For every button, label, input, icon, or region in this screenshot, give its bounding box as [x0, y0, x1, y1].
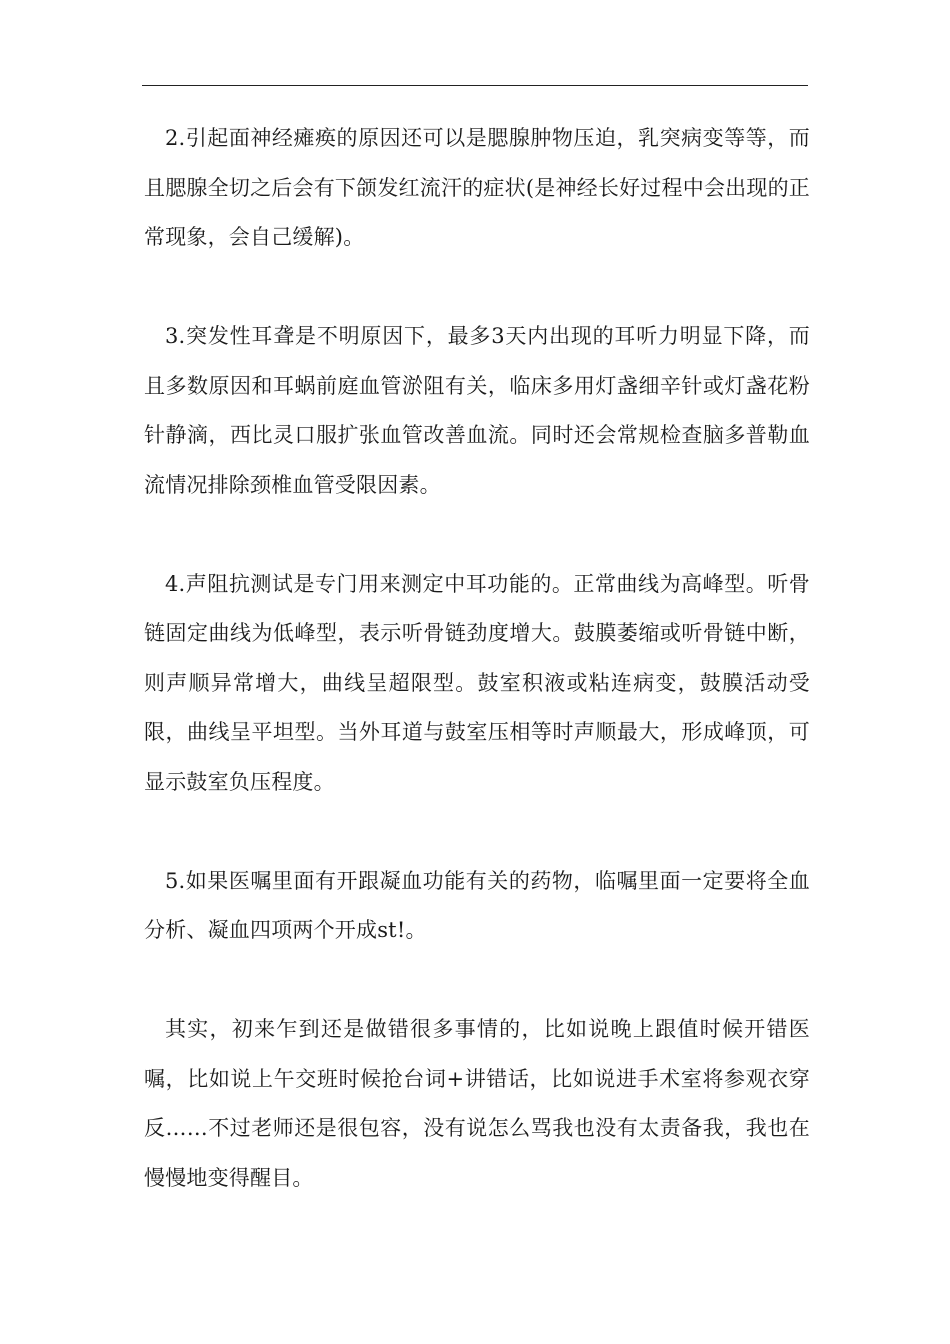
paragraph-facial-paralysis: 2.引起面神经瘫痪的原因还可以是腮腺肿物压迫，乳突病变等等，而且腮腺全切之后会有下颌发红流汗的症状(是神经长好过程中会出现的正常现象，会自己缓解)。 [144, 126, 810, 249]
paragraph-acoustic-impedance: 4.声阻抗测试是专门用来测定中耳功能的。正常曲线为高峰型。听骨链固定曲线为低峰型，表示听骨链劲度增大。鼓膜萎缩或听骨链中断，则声顺异常增大，曲线呈超限型。鼓室积液或粘连病变，鼓膜活动受限，曲线呈平坦型。当外耳道与鼓室压相等时声顺最大，形成峰顶，可显示鼓室负压程度。 [144, 571, 810, 794]
paragraph-sudden-deafness: 3.突发性耳聋是不明原因下，最多3天内出现的耳听力明显下降，而且多数原因和耳蜗前庭血管淤阻有关，临床多用灯盏细辛针或灯盏花粉针静滴，西比灵口服扩张血管改善血流。同时还会常规检查脑多普勒血流情况排除颈椎血管受限因素。 [144, 324, 810, 497]
paragraph-reflection: 其实，初来乍到还是做错很多事情的，比如说晚上跟值时候开错医嘱，比如说上午交班时候抢台词+讲错话，比如说进手术室将参观衣穿反……不过老师还是很包容，没有说怎么骂我也没有太责备我，我也在慢慢地变得醒目。 [144, 1017, 810, 1190]
header-rule [142, 85, 808, 86]
paragraph-coagulation-orders: 5.如果医嘱里面有开跟凝血功能有关的药物，临嘱里面一定要将全血分析、凝血四项两个开成st!。 [144, 868, 810, 942]
document-body [144, 114, 810, 1253]
